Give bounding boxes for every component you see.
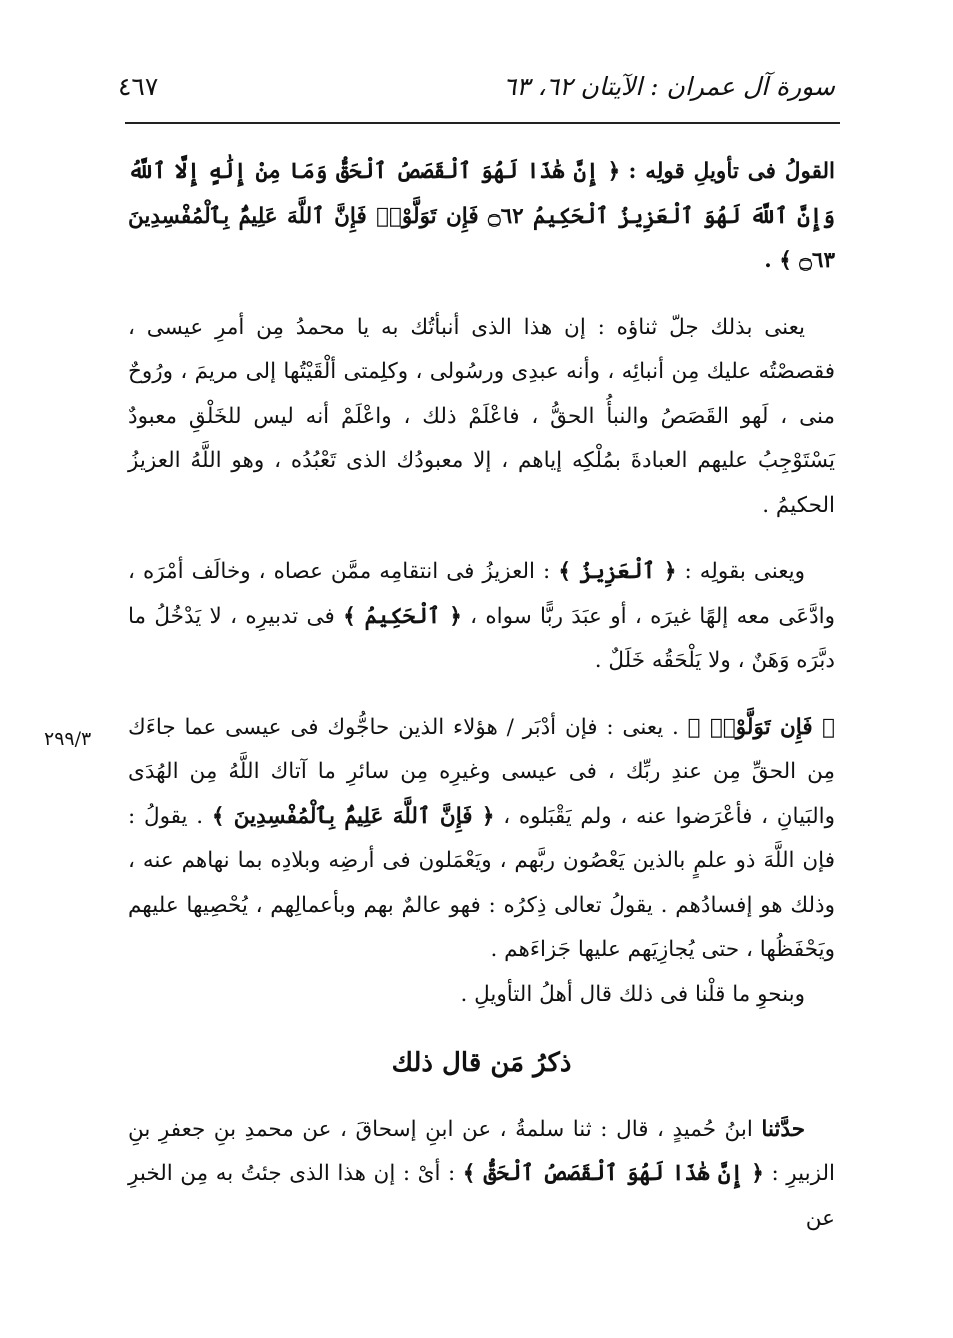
paragraph-gap bbox=[128, 684, 835, 706]
header-rule bbox=[125, 122, 840, 124]
paragraph-commentary-2 bbox=[128, 550, 835, 684]
paragraph-narration bbox=[128, 1108, 835, 1242]
quran-quote: ﴿ فَإِن تَوَلَّوْا۟ ﴾ bbox=[687, 714, 835, 740]
paragraph-gap bbox=[128, 528, 835, 550]
quran-quote: ﴿ ٱلْعَزِيزُ ﴾ bbox=[558, 559, 677, 584]
paragraph-gap bbox=[128, 284, 835, 306]
text-run: : العزيزُ فى انتقامِه ممَّن عصاه ، وخالَف أمْرَه ، وادَّعَى معه إلهًا غيرَه ، أو عبَدَ ربًّا سواه ، bbox=[128, 559, 835, 629]
text-run: فى تدبيرِه ، لا يَدْخُلُ ما دبَّرَه وَهَنٌ ، ولا يَلْحَقُه خَلَلٌ . bbox=[128, 603, 835, 673]
paragraph-commentary-4: وبنحوِ ما قلْنا فى ذلك قال أهلُ التأويلِ . bbox=[460, 981, 805, 1007]
narration-lead: حدَّثنا bbox=[761, 1116, 805, 1142]
paragraph-verse bbox=[128, 150, 835, 284]
paragraph-commentary-3 bbox=[128, 706, 835, 973]
section-heading: ذكرُ مَن قال ذلك bbox=[391, 1048, 572, 1078]
page-number: ٤٦٧ bbox=[118, 72, 159, 101]
text-run: . يقولُ : فإن اللَّهَ ذو علمٍ بالذين يَعْصُون ربَّهم ، ويَعْمَلون فى أرضِه وبلادِه بما نهاهم عنه ، وذلك هو إفسادُهم . يقولُ تعالى ذِكرُه : فهو عالمٌ بهم وبأعمالِهم ، يُحْصِيها عليهم ويَحْفَظُها ، حتى يُجازِيَهم عليها جَزاءَهم . bbox=[128, 803, 835, 962]
quran-quote: ﴿ ٱلْحَكِيمُ ﴾ bbox=[343, 603, 462, 629]
text-run: : أىْ : إن هذا الذى جئتُ به مِن الخبرِ عن bbox=[128, 1161, 835, 1231]
page-header bbox=[118, 64, 835, 114]
text-run: ابنُ حُميدٍ ، قال : ثنا سلمةُ ، عن ابنِ إسحاقَ ، عن محمدِ بنِ جعفرِ بنِ الزبيرِ : bbox=[128, 1116, 835, 1186]
paragraph-commentary-1: يعنى بذلك جلّ ثناؤه : إن هذا الذى أنبأتُك به يا محمدُ مِن أمرِ عيسى ، فقصصْتُه عليك مِن أنبائِه ، وأنه عبدِى ورسُولى ، وكلِمتى ألْقَيْتُها إلى مريمَ ، ورُوحٌ منى ، لَهو القَصَصُ والنبأُ الحقُّ ، فاعْلَمْ ذلك ، واعْلَمْ أنه ليس للخَلْقِ معبودٌ يَسْتَوْجِبُ عليهم العبادةَ بمُلْكِه إياهم ، إلا معبودُك الذى تَعْبُدُه ، وهو اللَّهُ العزيزُ الحكيمُ . bbox=[128, 314, 835, 518]
quran-quote: ﴿ فَإِنَّ ٱللَّهَ عَلِيمٌۢ بِٱلْمُفْسِدِينَ ﴾ bbox=[211, 803, 495, 829]
page-body bbox=[128, 150, 835, 1241]
text-run: ويعنى بقولِه : bbox=[684, 559, 805, 584]
margin-reference: ٢٩٩/٣ bbox=[44, 728, 92, 750]
section-lead: القولُ فى تأويلِ قولِه : bbox=[628, 159, 835, 184]
quran-quote: ﴿ إِنَّ هَٰذَا لَهُوَ ٱلْقَصَصُ ٱلْحَقُّ ﴾ bbox=[462, 1161, 764, 1186]
quran-verse: ﴿ إِنَّ هَٰذَا لَهُوَ ٱلْقَصَصُ ٱلْحَقُّ وَمَا مِنْ إِلَٰهٍ إِلَّا ٱللَّهُ وَإِنَّ ٱللَّهَ لَهُوَ ٱلْعَزِيزُ ٱلْحَكِيمُ ۝٦٢ فَإِن تَوَلَّوْا۟ فَإِنَّ ٱللَّهَ عَلِيمٌۢ بِٱلْمُفْسِدِينَ ۝٦٣ ﴾ . bbox=[128, 159, 835, 273]
text-run: . يعنى : فإن أدْبَر / هؤلاء الذين حاجُّوك فى عيسى عما جاءَك مِن الحقِّ مِن عندِ ربِّك ، فى عيسى وغيرِه مِن سائرِ ما آتاك اللَّهُ مِن الهُدَى والبَيانِ ، فأعْرَضوا عنه ، ولم يَقْبَلوه ، bbox=[128, 714, 835, 829]
running-title: سورة آل عمران : الآيتان ٦٢، ٦٣ bbox=[502, 72, 835, 101]
